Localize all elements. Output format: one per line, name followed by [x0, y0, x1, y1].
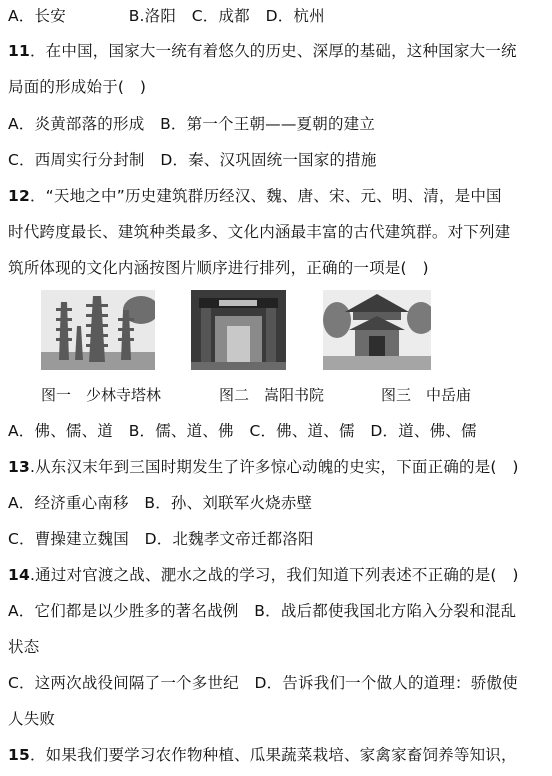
q14-options-1: A．它们都是以少胜多的著名战例 B．战后都使我国北方陷入分裂和混乱 — [8, 602, 517, 620]
q11-options-1: A．炎黄部落的形成 B．第一个王朝——夏朝的建立 — [8, 115, 376, 133]
q14-options-2-cont: 人失败 — [8, 710, 56, 728]
q14-text: .通过对官渡之战、淝水之战的学习，我们知道下列表述不正确的是( ) — [29, 566, 519, 584]
q15-stem — [8, 745, 546, 765]
q11-number: 11 — [8, 42, 30, 60]
q12-number: 12 — [8, 187, 30, 205]
q13-options-1: A．经济重心南移 B．孙、刘联军火烧赤壁 — [8, 494, 313, 512]
q11-options-2: C．西周实行分封制 D．秦、汉巩固统一国家的措施 — [8, 151, 377, 169]
q12-options: A．佛、儒、道 B．儒、道、佛 C．佛、道、儒 D．道、佛、儒 — [8, 422, 477, 440]
q11-stem-line1 — [8, 41, 546, 61]
figure-3-caption: 图三 中岳庙 — [381, 386, 472, 404]
q14-options-1-cont: 状态 — [8, 638, 40, 656]
q12-stem-line2: 时代跨度最长、建筑种类最多、文化内涵最丰富的古代建筑群。对下列建 — [8, 223, 511, 241]
q10-options: A．长安 B.洛阳 C．成都 D．杭州 — [8, 7, 325, 25]
q13-number: 13 — [8, 458, 30, 476]
q13-options-2: C．曹操建立魏国 D．北魏孝文帝迁都洛阳 — [8, 530, 314, 548]
q11-stem-line2: 局面的形成始于( ) — [8, 78, 147, 96]
q14-options-2: C．这两次战役间隔了一个多世纪 D．告诉我们一个做人的道理：骄傲使 — [8, 674, 518, 692]
q14-stem — [8, 565, 546, 585]
q15-number: 15 — [8, 746, 30, 764]
figure-2-caption: 图二 嵩阳书院 — [219, 386, 325, 404]
q13-text: .从东汉末年到三国时期发生了许多惊心动魄的史实，下面正确的是( ) — [29, 458, 519, 476]
q12-text-1: ．“天地之中”历史建筑群历经汉、魏、唐、宋、元、明、清，是中国 — [29, 187, 502, 205]
q12-stem-line3: 筑所体现的文化内涵按图片顺序进行排列，正确的一项是( ) — [8, 259, 429, 277]
figure-3-temple-pavilion-image — [323, 290, 431, 370]
q13-stem — [8, 457, 546, 477]
q12-stem-line1 — [8, 186, 546, 206]
figure-2-academy-gate-image — [191, 290, 286, 370]
q14-number: 14 — [8, 566, 30, 584]
q11-text-1: ．在中国，国家大一统有着悠久的历史、深厚的基础，这种国家大一统 — [29, 42, 517, 60]
figure-1-caption: 图一 少林寺塔林 — [41, 386, 162, 404]
figure-1-pagoda-forest-image — [41, 290, 155, 370]
q15-text: ．如果我们要学习农作物种植、瓜果蔬菜栽培、家禽家畜饲养等知识， — [29, 746, 517, 764]
